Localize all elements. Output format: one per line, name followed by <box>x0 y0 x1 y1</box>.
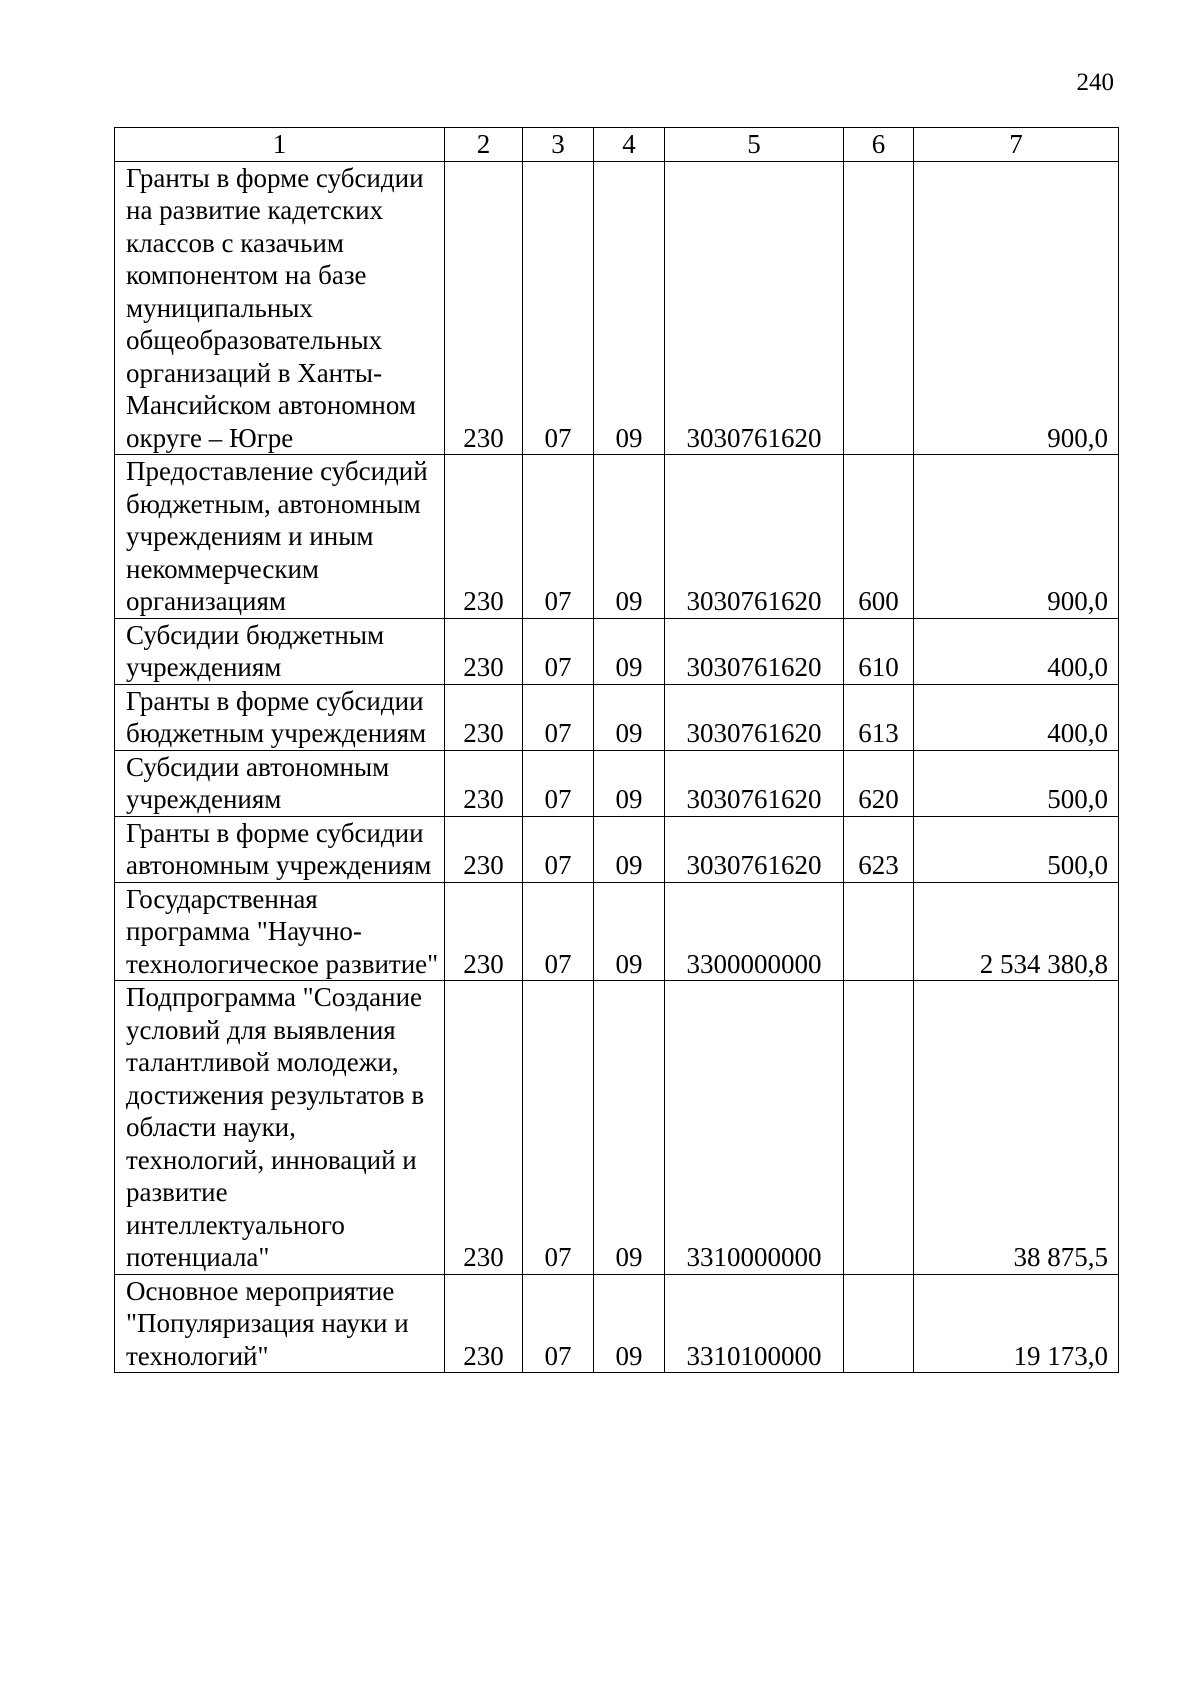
amount-cell: 2 534 380,8 <box>914 882 1119 981</box>
table-row <box>115 161 1119 455</box>
table-row <box>115 750 1119 816</box>
table-body <box>115 161 1119 1373</box>
expense-type-cell <box>844 161 914 455</box>
amount-cell: 400,0 <box>914 618 1119 684</box>
table-row <box>115 816 1119 882</box>
table-row <box>115 684 1119 750</box>
budget-table <box>114 127 1119 1373</box>
table-row <box>115 1274 1119 1373</box>
admin-code-cell: 230 <box>445 882 523 981</box>
section-code-cell: 07 <box>523 882 594 981</box>
column-header-6: 6 <box>844 128 914 162</box>
admin-code-cell: 230 <box>445 750 523 816</box>
target-article-cell: 3030761620 <box>665 684 844 750</box>
subsection-code-cell: 09 <box>594 882 665 981</box>
column-header-3: 3 <box>523 128 594 162</box>
amount-cell: 19 173,0 <box>914 1274 1119 1373</box>
subsection-code-cell: 09 <box>594 618 665 684</box>
amount-cell: 400,0 <box>914 684 1119 750</box>
column-header-7: 7 <box>914 128 1119 162</box>
expense-type-cell: 610 <box>844 618 914 684</box>
page-number: 240 <box>1076 69 1114 96</box>
section-code-cell: 07 <box>523 684 594 750</box>
section-code-cell: 07 <box>523 816 594 882</box>
amount-cell: 900,0 <box>914 161 1119 455</box>
amount-cell: 500,0 <box>914 750 1119 816</box>
target-article-cell: 3310000000 <box>665 981 844 1275</box>
expense-type-cell: 623 <box>844 816 914 882</box>
column-header-1: 1 <box>115 128 445 162</box>
row-name-cell: Субсидии бюджетным учреждениям <box>115 618 445 684</box>
table-row <box>115 981 1119 1275</box>
subsection-code-cell: 09 <box>594 684 665 750</box>
target-article-cell: 3300000000 <box>665 882 844 981</box>
section-code-cell: 07 <box>523 618 594 684</box>
target-article-cell: 3030761620 <box>665 618 844 684</box>
table-row <box>115 455 1119 619</box>
subsection-code-cell: 09 <box>594 455 665 619</box>
row-name-cell: Основное мероприятие "Популяризация науки и технологий" <box>115 1274 445 1373</box>
header-row <box>115 128 1119 162</box>
table-row <box>115 618 1119 684</box>
admin-code-cell: 230 <box>445 684 523 750</box>
section-code-cell: 07 <box>523 455 594 619</box>
subsection-code-cell: 09 <box>594 1274 665 1373</box>
target-article-cell: 3030761620 <box>665 161 844 455</box>
subsection-code-cell: 09 <box>594 750 665 816</box>
expense-type-cell <box>844 981 914 1275</box>
amount-cell: 900,0 <box>914 455 1119 619</box>
row-name-cell: Предоставление субсидий бюджетным, автономным учреждениям и иным некоммерческим организациям <box>115 455 445 619</box>
column-header-5: 5 <box>665 128 844 162</box>
expense-type-cell <box>844 882 914 981</box>
row-name-cell: Гранты в форме субсидии на развитие кадетских классов с казачьим компонентом на базе муниципальных общеобразовательных организаций в Ханты-Мансийском автономном округе – Югре <box>115 161 445 455</box>
column-header-4: 4 <box>594 128 665 162</box>
expense-type-cell: 620 <box>844 750 914 816</box>
admin-code-cell: 230 <box>445 618 523 684</box>
table-row <box>115 882 1119 981</box>
expense-type-cell: 613 <box>844 684 914 750</box>
column-header-2: 2 <box>445 128 523 162</box>
admin-code-cell: 230 <box>445 455 523 619</box>
section-code-cell: 07 <box>523 750 594 816</box>
row-name-cell: Гранты в форме субсидии бюджетным учреждениям <box>115 684 445 750</box>
expense-type-cell: 600 <box>844 455 914 619</box>
target-article-cell: 3310100000 <box>665 1274 844 1373</box>
subsection-code-cell: 09 <box>594 981 665 1275</box>
subsection-code-cell: 09 <box>594 161 665 455</box>
row-name-cell: Подпрограмма "Создание условий для выявления талантливой молодежи, достижения результатов в области науки, технологий, инноваций и развитие интеллектуального потенциала" <box>115 981 445 1275</box>
admin-code-cell: 230 <box>445 981 523 1275</box>
table-header <box>115 128 1119 162</box>
amount-cell: 38 875,5 <box>914 981 1119 1275</box>
section-code-cell: 07 <box>523 1274 594 1373</box>
target-article-cell: 3030761620 <box>665 750 844 816</box>
section-code-cell: 07 <box>523 161 594 455</box>
subsection-code-cell: 09 <box>594 816 665 882</box>
expense-type-cell <box>844 1274 914 1373</box>
admin-code-cell: 230 <box>445 816 523 882</box>
row-name-cell: Субсидии автономным учреждениям <box>115 750 445 816</box>
amount-cell: 500,0 <box>914 816 1119 882</box>
admin-code-cell: 230 <box>445 1274 523 1373</box>
row-name-cell: Государственная программа "Научно-технологическое развитие" <box>115 882 445 981</box>
section-code-cell: 07 <box>523 981 594 1275</box>
admin-code-cell: 230 <box>445 161 523 455</box>
target-article-cell: 3030761620 <box>665 455 844 619</box>
target-article-cell: 3030761620 <box>665 816 844 882</box>
row-name-cell: Гранты в форме субсидии автономным учреждениям <box>115 816 445 882</box>
